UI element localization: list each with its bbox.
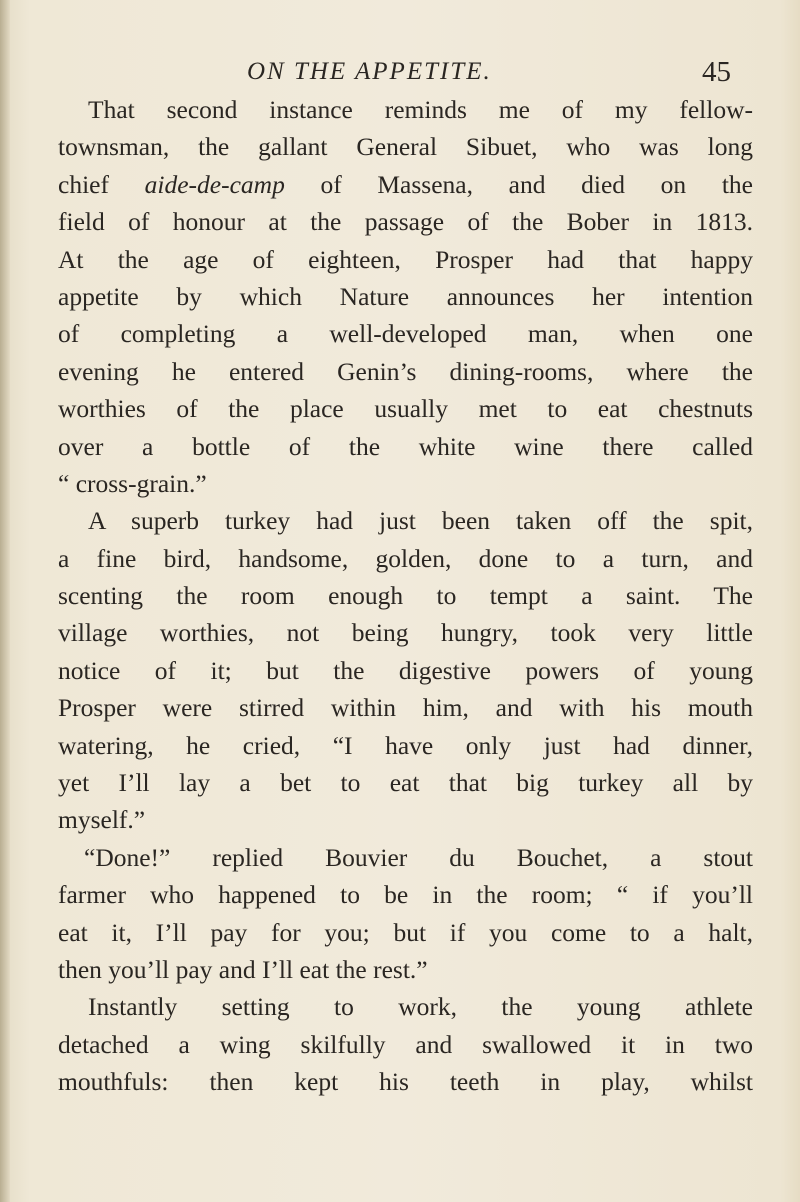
text-line: scenting the room enough to tempt a saint. The — [58, 581, 753, 611]
body-text — [58, 91, 753, 1101]
text-line: village worthies, not being hungry, took very little — [58, 618, 753, 648]
text-line: yet I’ll lay a bet to eat that big turkey all by — [58, 768, 753, 798]
text-line: That second instance reminds me of my fellow- — [88, 95, 753, 124]
text-line: A superb turkey had just been taken off the spit, — [88, 506, 753, 536]
text-line: myself.” — [58, 805, 146, 835]
text-line: “Done!” replied Bouvier du Bouchet, a stout — [84, 842, 753, 872]
page-gutter-shadow — [0, 0, 10, 1202]
text-line — [58, 166, 753, 203]
text-line: Prosper were stirred within him, and with his mouth — [58, 693, 753, 723]
text-line: field of honour at the passage of the Bober in 1813. — [58, 207, 753, 237]
text-line: detached a wing skilfully and swallowed it in two — [58, 1029, 753, 1059]
running-head-title: ON THE APPETITE. — [247, 58, 492, 85]
running-head — [0, 52, 800, 92]
text-line: worthies of the place usually met to eat chestnuts — [58, 394, 753, 424]
text-line: a fine bird, handsome, golden, done to a turn, and — [58, 543, 753, 573]
text-line: At the age of eighteen, Prosper had that happy — [58, 244, 753, 274]
text-line: appetite by which Nature announces her intention — [58, 281, 753, 311]
text-line: notice of it; but the digestive powers of young — [58, 655, 753, 685]
text-line: evening he entered Genin’s dining-rooms, where the — [58, 356, 753, 386]
page-number: 45 — [702, 56, 731, 88]
text-line: Instantly setting to work, the young athlete — [88, 992, 753, 1022]
text-line: of completing a well-developed man, when one — [58, 319, 753, 349]
text-line: mouthfuls: then kept his teeth in play, whilst — [58, 1067, 753, 1097]
text-line: “ cross-grain.” — [58, 468, 207, 498]
text-line: eat it, I’ll pay for you; but if you come to a halt, — [58, 917, 753, 947]
italic-phrase: aide-de-camp — [144, 169, 285, 199]
text-line: then you’ll pay and I’ll eat the rest.” — [58, 954, 428, 984]
text-line: over a bottle of the white wine there called — [58, 431, 753, 461]
text-span: of Massena, and died on the — [284, 169, 753, 199]
text-span: chief — [58, 169, 145, 199]
text-line: farmer who happened to be in the room; “ if you’ll — [58, 880, 753, 910]
text-line: watering, he cried, “I have only just had dinner, — [58, 730, 753, 760]
text-line: townsman, the gallant General Sibuet, who was long — [58, 132, 753, 162]
